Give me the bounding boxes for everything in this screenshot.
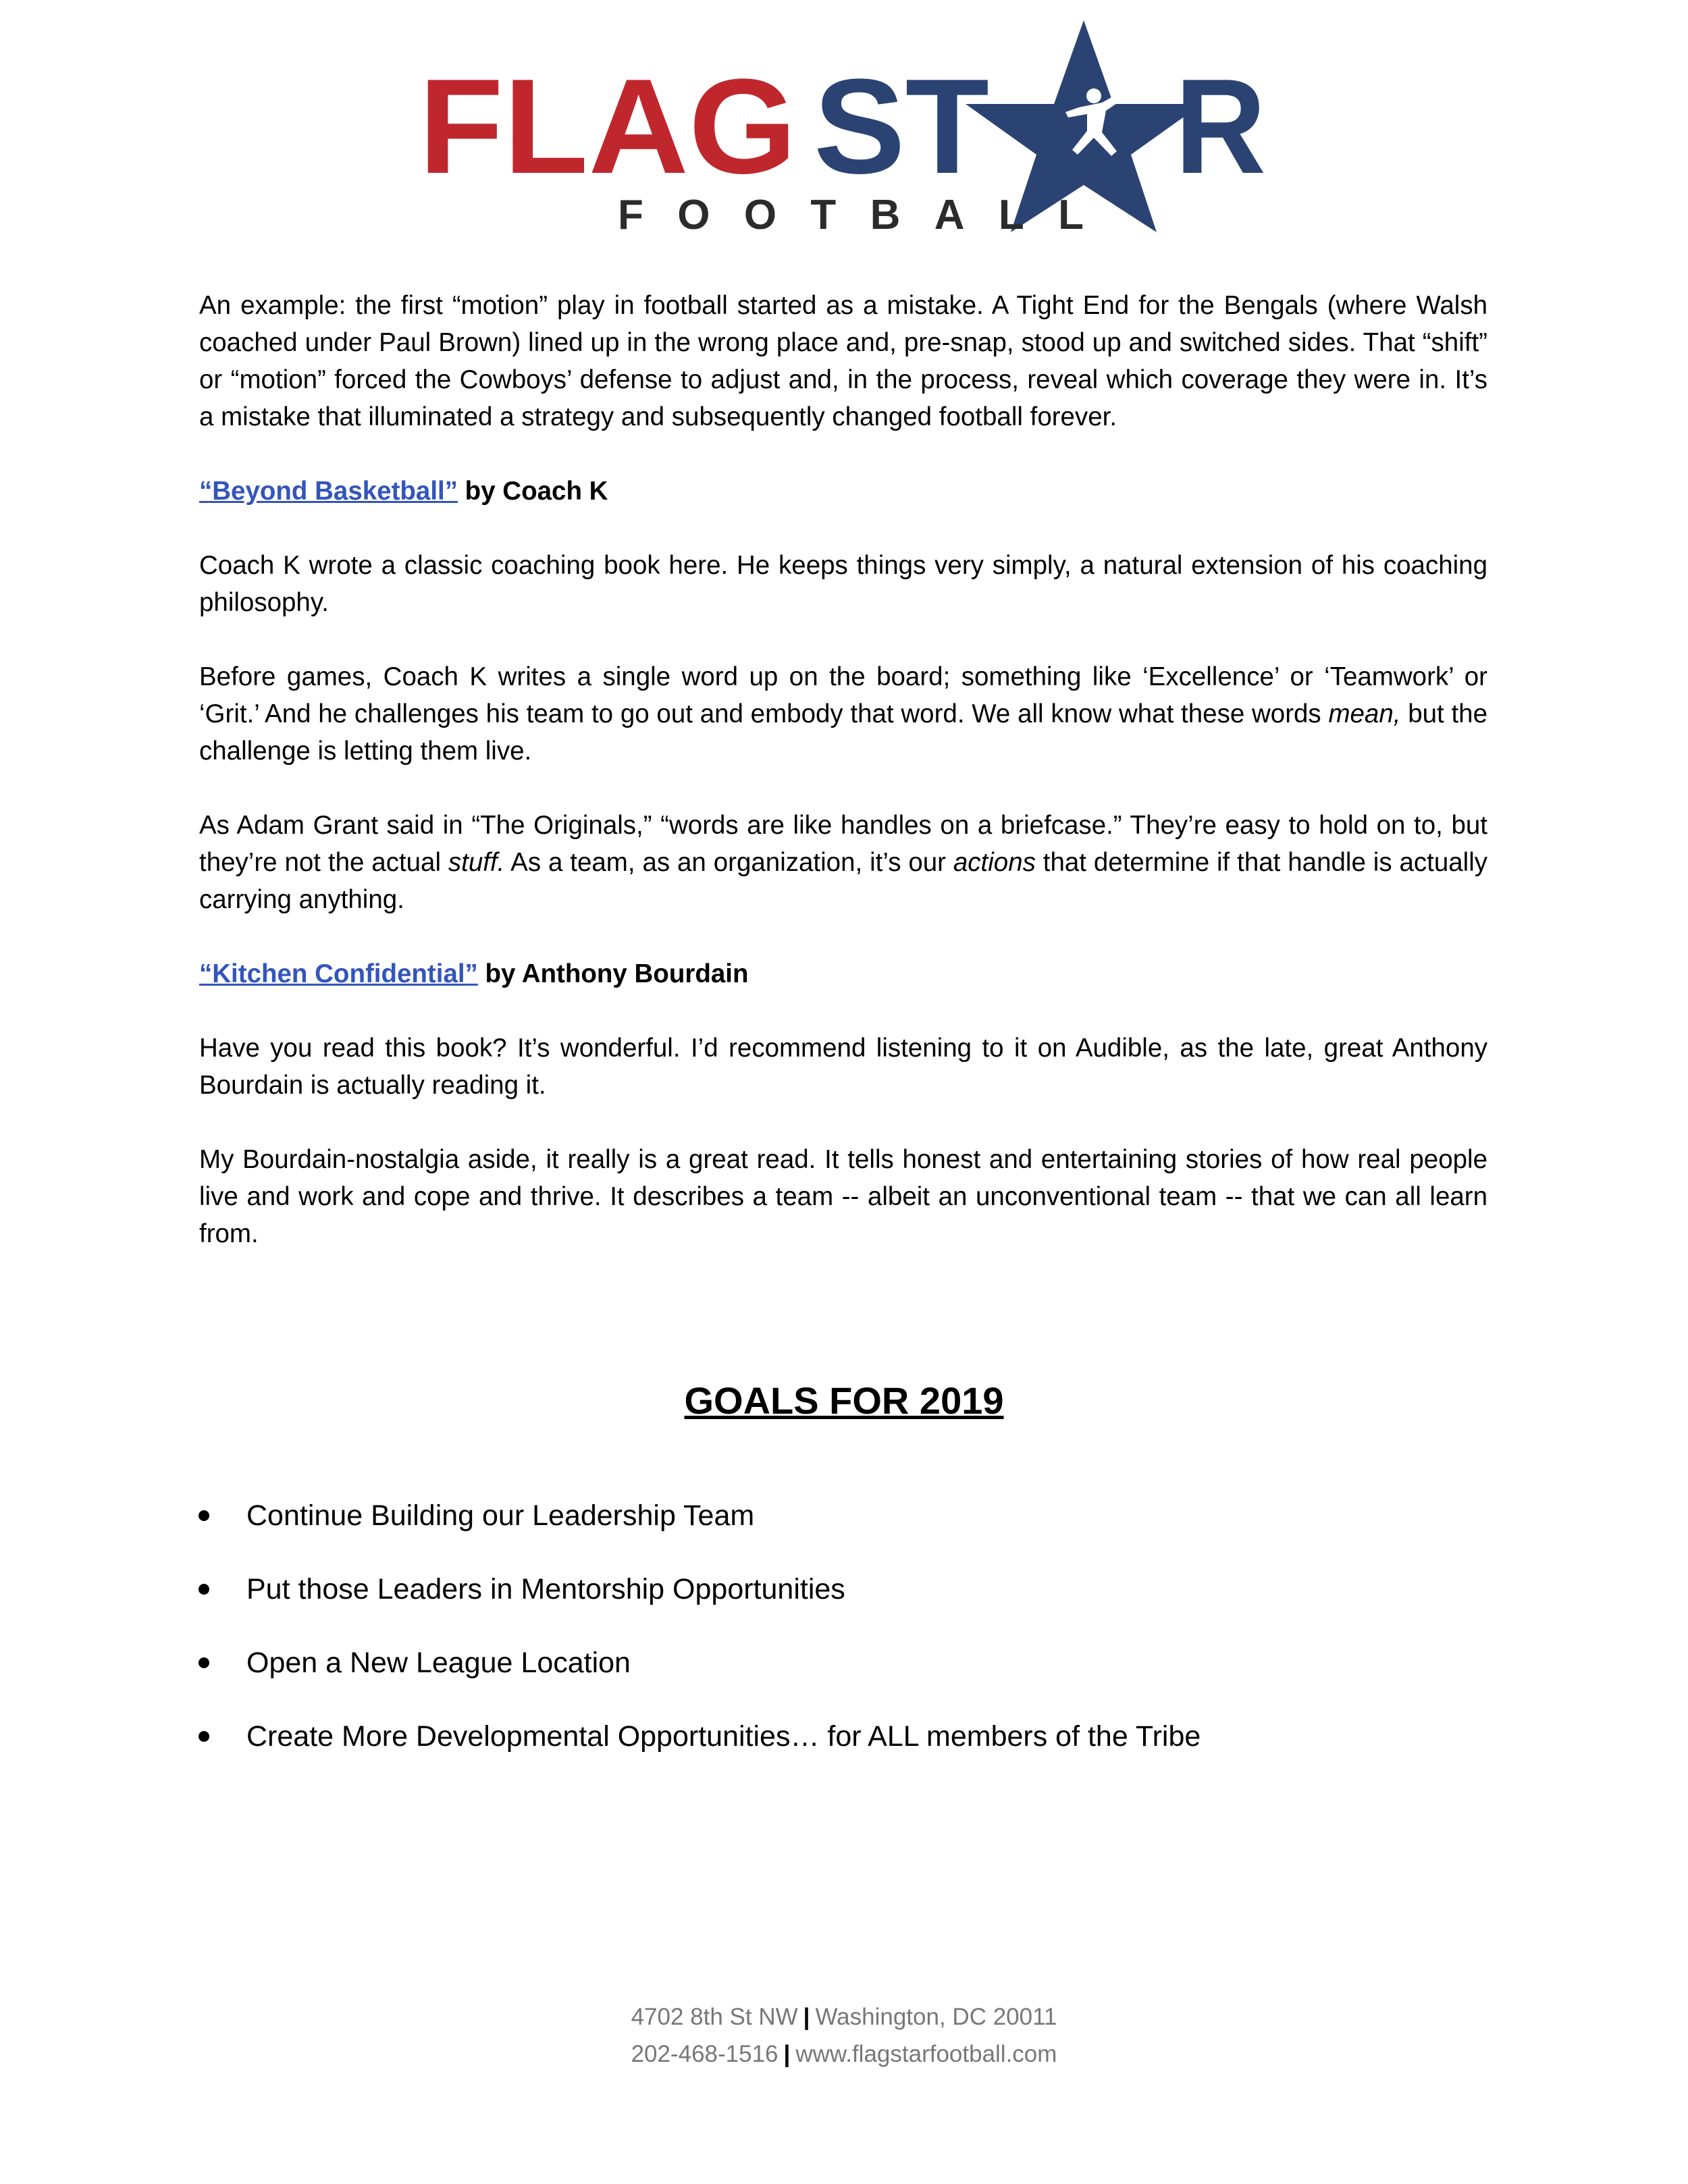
footer-address-line <box>0 1998 1688 2035</box>
footer <box>0 1998 1688 2073</box>
paragraph-text: but the challenge is letting them live. <box>199 699 1487 766</box>
emphasis-mean: mean, <box>1328 699 1401 728</box>
list-item <box>196 1716 1201 1757</box>
goal-text: Create More Developmental Opportunities… for ALL members of the Tribe <box>246 1720 1201 1753</box>
paragraph-coach-k-book: Coach K wrote a classic coaching book here. He keeps things very simply, a natural extension of his coaching philosophy. <box>199 551 1487 617</box>
footer-separator: | <box>803 2004 810 2030</box>
bullet-icon <box>199 1584 209 1595</box>
main-content <box>199 287 1487 1289</box>
paragraph-text: that determine if that handle is actually carrying anything. <box>199 848 1488 914</box>
beyond-basketball-link[interactable]: “Beyond Basketball” <box>199 477 458 506</box>
goal-text: Continue Building our Leadership Team <box>246 1499 755 1532</box>
bullet-icon <box>199 1510 209 1521</box>
footer-phone: 202-468-1516 <box>631 2041 779 2067</box>
goal-text: Put those Leaders in Mentorship Opportunities <box>246 1573 845 1605</box>
kitchen-confidential-link[interactable]: “Kitchen Confidential” <box>199 959 478 988</box>
list-item <box>196 1643 1201 1683</box>
paragraph-bourdain-nostalgia: My Bourdain-nostalgia aside, it really is a great read. It tells honest and entertaining stories of how real people live and work and cope and thrive. It describes a team -- albeit an unconventional team -- that we can all learn from. <box>199 1145 1487 1248</box>
logo-subtitle-football: FOOTBALL <box>618 192 1084 238</box>
paragraph-motion-example: An example: the first “motion” play in football started as a mistake. A Tight End for the Bengals (where Walsh coached under Paul Brown) lined up in the wrong place and, pre-snap, stood up and switched sides. That “shift” or “motion” forced the Cowboys’ defense to adjust and, in the process, reveal which coverage they were in. It’s a mistake that illuminated a strategy and subsequently changed football forever. <box>199 291 1487 431</box>
footer-website[interactable]: www.flagstarfootball.com <box>795 2041 1057 2067</box>
paragraph-text: As a team, as an organization, it’s our <box>504 848 953 877</box>
footer-separator: | <box>783 2041 791 2067</box>
footer-city: Washington, DC 20011 <box>815 2004 1057 2030</box>
goals-heading-wrap <box>0 1377 1688 1424</box>
paragraph-bourdain-audible: Have you read this book? It’s wonderful. I’d recommend listening to it on Audible, as the late, great Anthony Bourdain is actually reading it. <box>199 1034 1487 1100</box>
flagstar-logo <box>419 16 1269 239</box>
paragraph-coach-k-word <box>199 658 1487 770</box>
logo-word-flag: FLAG <box>419 51 797 202</box>
footer-contact-line <box>0 2035 1688 2073</box>
footer-street: 4702 8th St NW <box>631 2004 798 2030</box>
emphasis-actions: actions <box>953 848 1036 877</box>
list-item <box>196 1569 1201 1609</box>
logo-word-r: R <box>1175 51 1266 202</box>
list-item <box>196 1495 1201 1536</box>
bullet-icon <box>199 1657 209 1668</box>
paragraph-adam-grant <box>199 807 1487 918</box>
goals-list <box>196 1495 1201 1790</box>
goal-text: Open a New League Location <box>246 1647 631 1679</box>
book-heading-beyond-basketball <box>199 473 1487 510</box>
book-author-bourdain: by Anthony Bourdain <box>477 959 749 988</box>
paragraph-text: As Adam Grant said in “The Originals,” “words are like handles on a briefcase.” They’re easy to hold on to, but they’re not the actual <box>199 811 1487 877</box>
goals-heading: GOALS FOR 2019 <box>684 1379 1004 1422</box>
paragraph-text: Before games, Coach K writes a single word up on the board; something like ‘Excellence’ or ‘Teamwork’ or ‘Grit.’ And he challenges his team to go out and embody that word. We all know what these words <box>199 662 1487 728</box>
book-author-coach-k: by Coach K <box>457 477 608 506</box>
emphasis-stuff: stuff. <box>448 848 505 877</box>
bullet-icon <box>199 1731 209 1742</box>
book-heading-kitchen-confidential <box>199 955 1487 992</box>
logo-word-st: ST <box>814 51 989 202</box>
